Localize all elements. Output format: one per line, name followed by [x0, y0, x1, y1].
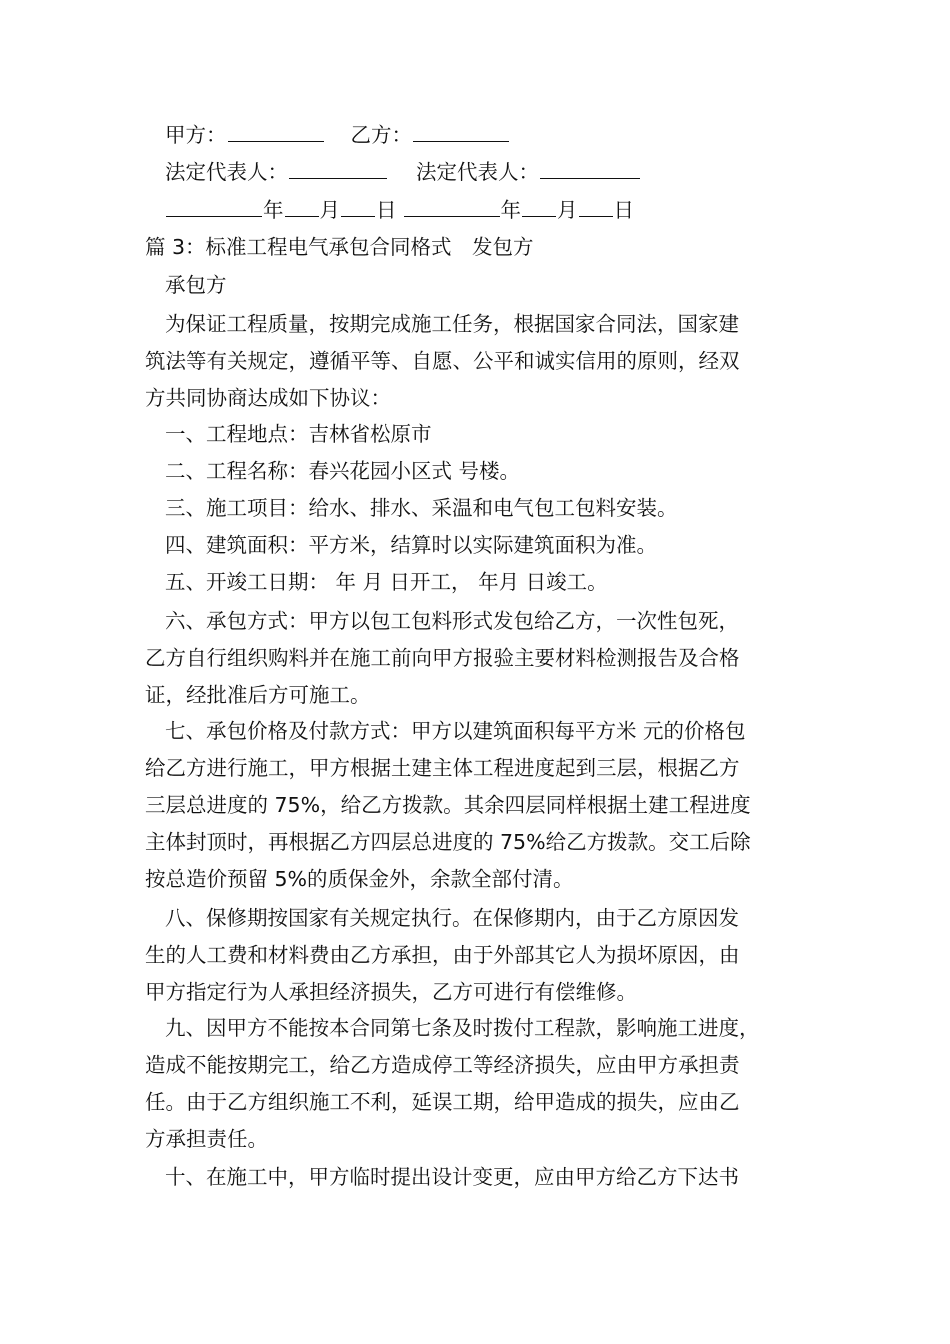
rep-a-blank: [289, 158, 387, 179]
clause-9-line: 任。由于乙方组织施工不利，延误工期，给甲造成的损失，应由乙: [145, 1090, 740, 1114]
signature-parties-line: [165, 120, 890, 150]
party-b-label: 乙方：: [350, 123, 412, 147]
month-label: 月: [319, 198, 340, 222]
clause-3: 三、施工项目：给水、排水、采温和电气包工包料安装。: [165, 496, 678, 520]
clause-7-line: 三层总进度的 75%，给乙方拨款。其余四层同样根据土建工程进度: [145, 793, 751, 817]
preamble-line: 方共同协商达成如下协议：: [145, 386, 391, 410]
clause-8-line: 生的人工费和材料费由乙方承担，由于外部其它人为损坏原因，由: [145, 943, 740, 967]
preamble-line: 为保证工程质量，按期完成施工任务，根据国家合同法，国家建: [165, 312, 739, 336]
clause-6-line: 证，经批准后方可施工。: [145, 683, 371, 707]
clause-10-line: 十、在施工中，甲方临时提出设计变更，应由甲方给乙方下达书: [165, 1165, 739, 1189]
clause-1: 一、工程地点：吉林省松原市: [165, 422, 432, 446]
date-b-month-blank: [522, 196, 556, 217]
clause-9-line: 九、因甲方不能按本合同第七条及时拨付工程款，影响施工进度，: [165, 1016, 760, 1040]
party-a-blank: [228, 121, 324, 142]
clause-2: 二、工程名称：春兴花园小区式 号楼。: [165, 459, 521, 483]
year-label: 年: [500, 198, 521, 222]
clause-5: 五、开竣工日期： 年 月 日开工， 年月 日竣工。: [165, 570, 608, 594]
clause-7-line: 七、承包价格及付款方式：甲方以建筑面积每平方米 元的价格包: [165, 719, 746, 743]
rep-b-blank: [540, 158, 640, 179]
clause-7-line: 主体封顶时，再根据乙方四层总进度的 75%给乙方拨款。交工后除: [145, 830, 751, 854]
signature-dates-line: [165, 195, 890, 225]
date-a-year-blank: [166, 196, 262, 217]
day-label: 日: [376, 198, 397, 222]
clause-6-line: 六、承包方式：甲方以包工包料形式发包给乙方，一次性包死，: [165, 609, 739, 633]
contractor-label: 承包方: [165, 273, 227, 297]
date-a-month-blank: [285, 196, 319, 217]
clause-7-line: 给乙方进行施工，甲方根据土建主体工程进度起到三层，根据乙方: [145, 756, 740, 780]
month-label: 月: [557, 198, 578, 222]
clause-9-line: 方承担责任。: [145, 1127, 268, 1151]
date-b-day-blank: [579, 196, 613, 217]
preamble-line: 筑法等有关规定，遵循平等、自愿、公平和诚实信用的原则，经双: [145, 349, 740, 373]
year-label: 年: [263, 198, 284, 222]
article-heading: 篇 3：标准工程电气承包合同格式 发包方: [145, 235, 534, 259]
clause-9-line: 造成不能按期完工，给乙方造成停工等经济损失，应由甲方承担责: [145, 1053, 740, 1077]
rep-b-label: 法定代表人：: [416, 160, 539, 184]
date-a-day-blank: [341, 196, 375, 217]
date-b-year-blank: [404, 196, 500, 217]
clause-6-line: 乙方自行组织购料并在施工前向甲方报验主要材料检测报告及合格: [145, 646, 740, 670]
rep-a-label: 法定代表人：: [165, 160, 288, 184]
party-a-label: 甲方：: [165, 123, 227, 147]
party-b-blank: [413, 121, 509, 142]
day-label: 日: [613, 198, 634, 222]
clause-8-line: 甲方指定行为人承担经济损失，乙方可进行有偿维修。: [145, 980, 637, 1004]
signature-reps-line: [165, 157, 890, 187]
clause-4: 四、建筑面积：平方米，结算时以实际建筑面积为准。: [165, 533, 657, 557]
clause-8-line: 八、保修期按国家有关规定执行。在保修期内，由于乙方原因发: [165, 906, 739, 930]
clause-7-line: 按总造价预留 5%的质保金外，余款全部付清。: [145, 867, 574, 891]
